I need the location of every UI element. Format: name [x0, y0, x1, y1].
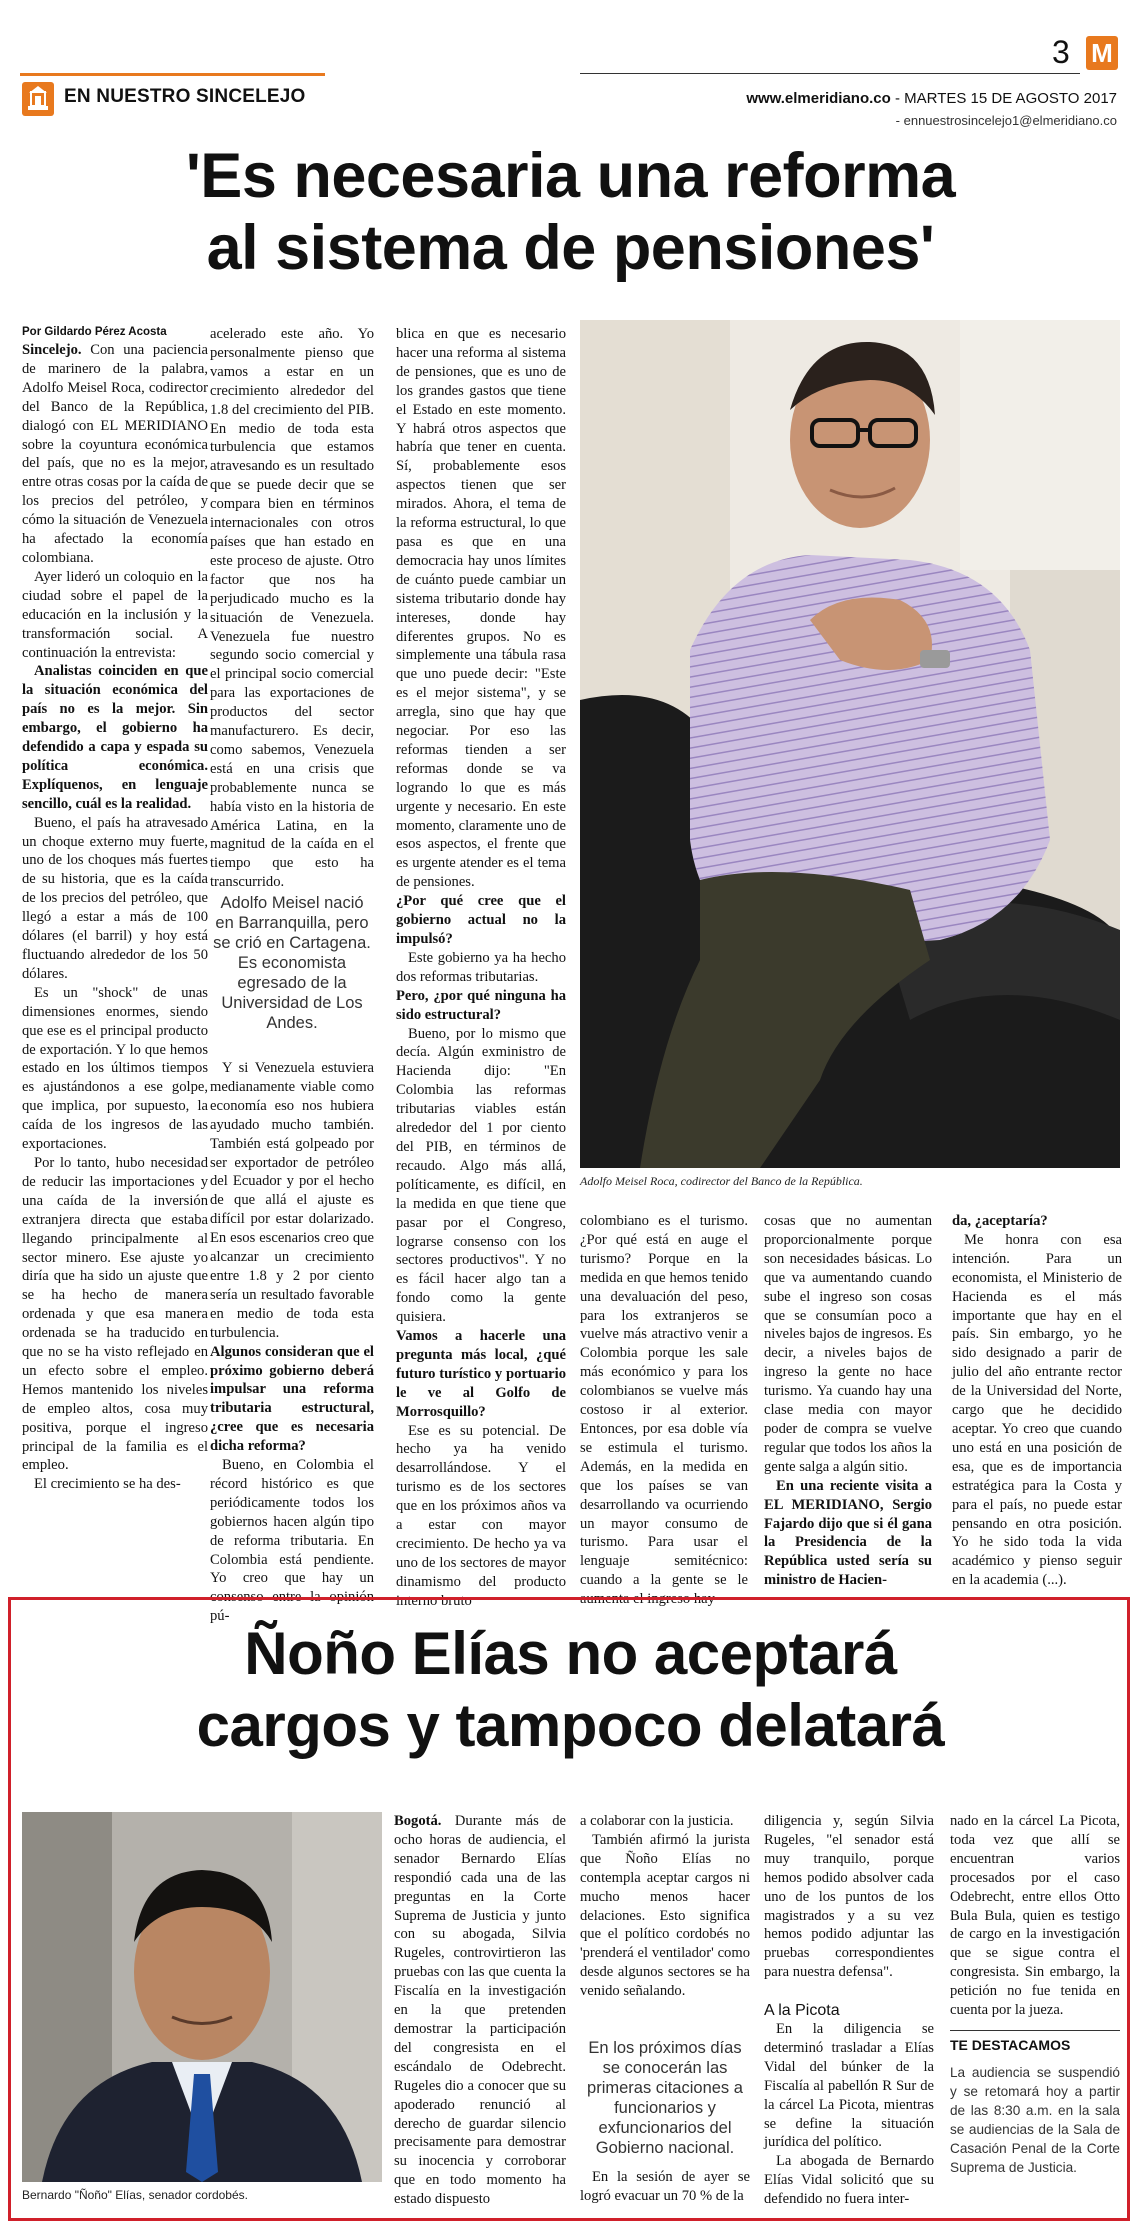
article2-column-2-top: [580, 1812, 750, 2022]
paragraph: Bueno, el país ha atravesado un choque externo muy fuerte, uno de los choques más fuertes de su historia, que es la caída de los precios del petróleo, que llegó a estar a más de 100 dólares (el barril) y hoy está fluctuando alrededor de los 50 dólares.: [22, 814, 208, 982]
paragraph: Analistas coinciden en que la situación económica del país no es la mejor. Sin embargo, el gobierno ha defendido a capa y espada su política económica. Explíquenos, en lenguaje sencillo, cuál es la realidad.: [22, 663, 208, 812]
byline: Por Gildardo Pérez Acosta: [22, 326, 167, 338]
brand-logo-letter: M: [1091, 38, 1113, 68]
article1-column-1: [22, 341, 208, 1591]
article1-column-2-top: [210, 325, 374, 891]
highlight-box: [950, 2030, 1120, 2211]
subhead-a-la-picota: A la Picota: [764, 2002, 840, 2019]
paragraph: Este gobierno ya ha hecho dos reformas tributarias.: [396, 949, 566, 985]
paragraph: nado en la cárcel La Picota, toda vez que allí se encuentran varios procesados por el caso Odebrecht, entre ellos Otto Bula Bula, quien es testigo de cargo en la investigación que se sigue contra el congresista. Sin embargo, la petición no fue tenida en cuenta por la jueza.: [950, 1813, 1120, 2019]
section-email[interactable]: - ennuestrosincelejo1@elmeridiano.co: [895, 113, 1117, 128]
meisel-photo-caption: Adolfo Meisel Roca, codirector del Banco de la República.: [580, 1174, 863, 1188]
article2-column-4: [950, 1812, 1120, 2022]
brand-logo: [1086, 36, 1118, 70]
paragraph: Bueno, por lo mismo que decía. Algún exministro de Hacienda dijo: "En Colombia las reformas tributarias viables están alrededor del 1 por ciento del PIB, en términos de recaudo. Algo más allá, políticamente, es difícil, en la medida en que tiene que pasar por el Congreso, lograrse consenso con los sectores productivos". Y no es fácil hacer algo tan a fondo como la gente quisiera.: [396, 1025, 566, 1326]
paragraph: blica en que es necesario hacer una reforma al sistema de pensiones, que es uno de los grandes gastos que tiene el Estado en este momento. Y habrá otros aspectos que habría que tener en cuenta. Sí, probablemente esos aspectos tienen que ser mirados. Ahora, el tema de la reforma estructural, lo que pasa es que en una democracia hay unos límites de cuánto puede cambiar un sistema tributario donde hay intereses, donde hay diferentes grupos. No es simplemente una tábula rasa que uno puede decir: "Este es el mejor sistema", y se arregla, sino que hay que negociar. Por eso las reformas tienden a ser reformas donde se va logrando lo que es más urgente y necesario. En este momento, claramente uno de esos aspectos, el frente que es urgente atender es el tema de pensiones.: [396, 326, 566, 891]
page-top-rule: [580, 73, 1080, 74]
paragraph: La abogada de Bernardo Elías Vidal solicitó que su defendido no fuera inter-: [764, 2153, 934, 2208]
paragraph: En la sesión de ayer se logró evacuar un 70 % de la: [580, 2169, 750, 2204]
paragraph: acelerado este año. Yo personalmente pienso que vamos a estar en un crecimiento alrededor del 1.8 del crecimiento del PIB. En medio de toda esta turbulencia que estamos atravesando es un resultado que se puede decir que se compara bien en términos internacionales con otros países que han estado en este proceso de ajuste. Otro factor que nos ha perjudicado mucho es la situación de Venezuela. Venezuela fue nuestro segundo socio comercial y el principal socio comercial para las exportaciones de productos del sector manufacturero. Es decir, como sabemos, Venezuela está en una crisis que probablemente nunca se había visto en la historia de América Latina, en la magnitud de la caída en el tiempo que esto ha transcurrido.: [210, 326, 374, 891]
article1-column-5: [764, 1212, 932, 1591]
paragraph: El crecimiento se ha des-: [34, 1476, 181, 1493]
paragraph: Es un "shock" de unas dimensiones enormes, siendo que ese es el principal producto de exportación. Y lo que hemos estado en los últimos tiempos es ajustándonos a ese golpe, que implica, por supuesto, la caída de los ingresos de las exportaciones.: [22, 984, 208, 1153]
highlight-box-title: TE DESTACAMOS: [950, 2037, 1071, 2053]
article2-column-2-bottom: [580, 2168, 750, 2208]
publication-date: - MARTES 15 DE AGOSTO 2017: [890, 90, 1117, 107]
section-label: EN NUESTRO SINCELEJO: [64, 86, 306, 107]
article2-headline: [20, 1618, 1121, 1762]
meisel-photo: [580, 320, 1120, 1168]
pull-quote: Adolfo Meisel nació en Barranquilla, pero se crió en Cartagena. Es economista egresado de la Universidad de Los Andes.: [213, 894, 371, 1032]
article1-column-2-bottom: [210, 1059, 374, 1625]
section-icon: [22, 82, 54, 116]
page-number: 3: [1052, 34, 1070, 70]
article1-column-4: [580, 1212, 748, 1608]
date-line: [746, 90, 1117, 107]
article1-column-6: [952, 1212, 1122, 1591]
paragraph: Bogotá. Durante más de ocho horas de audiencia, el senador Bernardo Elías respondió cada una de las preguntas en la Corte Suprema de Justicia y junto con su abogada, Silvia Rugeles, controvirtieron las pruebas con las que cuenta la Fiscalía en la investigación en la que pretenden demostrar la participación del congresista en el escándalo de Odebrecht. Rugeles dio a conocer que su apoderado renunció al derecho de guardar silencio precisamente para demostrar su inocencia y corroborar que en todo momento ha estado dispuesto: [394, 1813, 566, 2208]
building-icon: [22, 82, 54, 116]
paragraph: a colaborar con la justicia.: [580, 1813, 734, 1829]
paragraph: Por lo tanto, hubo necesidad de reducir las importaciones y una caída de la inversión extranjera directa que estaba llegando principalmente al sector minero. Ese ajuste yo diría que ha sido un ajuste que se ha hecho de manera ordenada y que esa manera ordenada se ha traducido en que no se ha visto reflejado en un efecto sobre el empleo. Hemos mantenido los niveles de empleo altos, cosa muy positiva, porque el ingreso principal de la familia es el empleo.: [22, 1154, 208, 1474]
section-top-rule: [20, 73, 325, 76]
paragraph: colombiano es el turismo. ¿Por qué está en auge el turismo? Porque en la medida en que hemos tenido una devaluación del peso, para los extranjeros se vuelve más atractivo venir a Colombia porque les sale más económico y para los colombianos se vuelve más costoso ir al exterior. Entonces, por esa doble vía se estimula el turismo. Además, en la medida en que los países se van desarrollando va ocurriendo un mayor consumo de turismo. Para usar el lenguaje semitécnico: cuando a la gente se le aumenta el ingreso hay: [580, 1213, 748, 1608]
highlight-box-text: La audiencia se suspendió y se retomará hoy a partir de las 8:30 a.m. en la sala se audiencias de la Sala de Casación Penal de la Corte Suprema de Justicia.: [950, 2065, 1120, 2175]
paragraph: En la diligencia se determinó trasladar a Elías Vidal del búnker de la Fiscalía al pabellón R Sur de la cárcel La Picota, mientras se define la situación jurídica del político.: [764, 2021, 934, 2151]
paragraph: Ese es su potencial. De hecho ya ha venido desarrollándose. Y el turismo es de los sectores que en los próximos años va a estar con mayor crecimiento. De hecho ya va uno de los sectores de mayor dinamismo del producto interno bruto: [396, 1422, 566, 1609]
paragraph: En una reciente visita a EL MERIDIANO, Sergio Fajardo dijo que si él gana la Presidencia de la República usted sería su ministro de Hacien-: [764, 1477, 932, 1589]
paragraph: Vamos a hacerle una pregunta más local, ¿qué futuro turístico y portuario le ve al Golfo de Morrosquillo?: [396, 1328, 566, 1420]
paragraph: Y si Venezuela estuviera medianamente viable como economía eso nos hubiera ayudado mucho también. También está golpeado por ser exportador de petróleo del Ecuador y por el hecho de que allá el ajuste es difícil por estar dolarizado. En esos escenarios creo que alcanzar un crecimiento entre 1.8 y 2 por ciento sería un resultado favorable en medio de toda esta turbulencia.: [210, 1060, 374, 1341]
article2-headline-line2: cargos y tampoco delatará: [196, 1692, 945, 1759]
paragraph: da, ¿aceptaría?: [952, 1213, 1048, 1229]
website[interactable]: www.elmeridiano.co: [746, 90, 891, 107]
article1-headline: [20, 140, 1121, 284]
paragraph: Pero, ¿por qué ninguna ha sido estructural?: [396, 987, 566, 1023]
elias-photo: [22, 1812, 382, 2182]
article1-headline-line1: 'Es necesaria una reforma: [185, 141, 956, 211]
paragraph: cosas que no aumentan proporcionalmente porque son necesidades básicas. Lo que va aumentando cuando sube el ingreso son cosas que se consumían poco a niveles bajos de ingresos. Es decir, a niveles bajos de ingreso la gente no hace turismo. Ya cuando hay una clase media con mayor poder de compra se vuelve regular que todos los años la gente salga a algún sitio.: [764, 1213, 932, 1475]
paragraph: Me honra con esa intención. Para un economista, el Ministerio de Hacienda es el más importante que hay en el país. Sin embargo, yo he sido designado a parir de julio del año entrante rector de la Universidad del Norte, cargo que he decidido aceptar. Yo creo que cuando uno está en una posición de esa, que es de importancia estratégica para la Costa y para el país, no puede estar pensando en otra posición. Yo he sido toda la vida académico y pienso seguir en la academia (...).: [952, 1231, 1122, 1589]
paragraph: También afirmó la jurista que Ñoño Elías no contempla aceptar cargos ni mucho menos hacer delaciones. Esto significa que el político cordobés no 'prenderá el ventilador' como desde algunos sectores se ha venido señalando.: [580, 1831, 750, 2000]
article2-column-3-top: [764, 1812, 934, 1997]
article1-headline-line2: al sistema de pensiones': [206, 213, 935, 283]
paragraph: ¿Por qué cree que el gobierno actual no la impulsó?: [396, 893, 566, 947]
paragraph: Algunos consideran que el próximo gobierno deberá impulsar una reforma tributaria estructural, ¿cree que es necesaria dicha reforma?: [210, 1343, 374, 1455]
article1-column-3: [396, 325, 566, 1609]
paragraph: Sincelejo. Con una paciencia de marinero de la palabra, Adolfo Meisel Roca, codirector del Banco de la República, dialogó con EL MERIDIANO sobre la coyuntura económica del país, que no es la mejor, entre otras cosas por la caída de los precios del petróleo, y cómo la situación de Venezuela ha afectado la economía colombiana.: [22, 342, 208, 566]
article2-column-1: [394, 1812, 566, 2207]
paragraph: Ayer lideró un coloquio en la ciudad sobre el papel de la educación en la inclusión y la transformación social. A continuación la entrevista:: [22, 568, 208, 661]
paragraph: diligencia y, según Silvia Rugeles, "el senador está muy tranquilo, porque hemos podido absolver cada uno de los puntos de los magistrados y a su vez hemos podido adjuntar las pruebas correspondientes para nuestra defensa".: [764, 1813, 934, 1981]
article2-pull-quote: En los próximos días se conocerán las primeras citaciones a funcionarios y exfuncionarios del Gobierno nacional.: [587, 2039, 743, 2157]
elias-photo-caption: Bernardo "Ñoño" Elías, senador cordobés.: [22, 2188, 248, 2202]
article2-column-3-bottom: [764, 2020, 934, 2208]
paragraph: Bueno, en Colombia el récord histórico es que periódicamente todos los gobiernos hacen algún tipo de reforma tributaria. En Colombia está pendiente. Yo creo que hay un consenso entre la opinión pú-: [210, 1457, 374, 1625]
article2-headline-line1: Ñoño Elías no aceptará: [244, 1620, 897, 1687]
